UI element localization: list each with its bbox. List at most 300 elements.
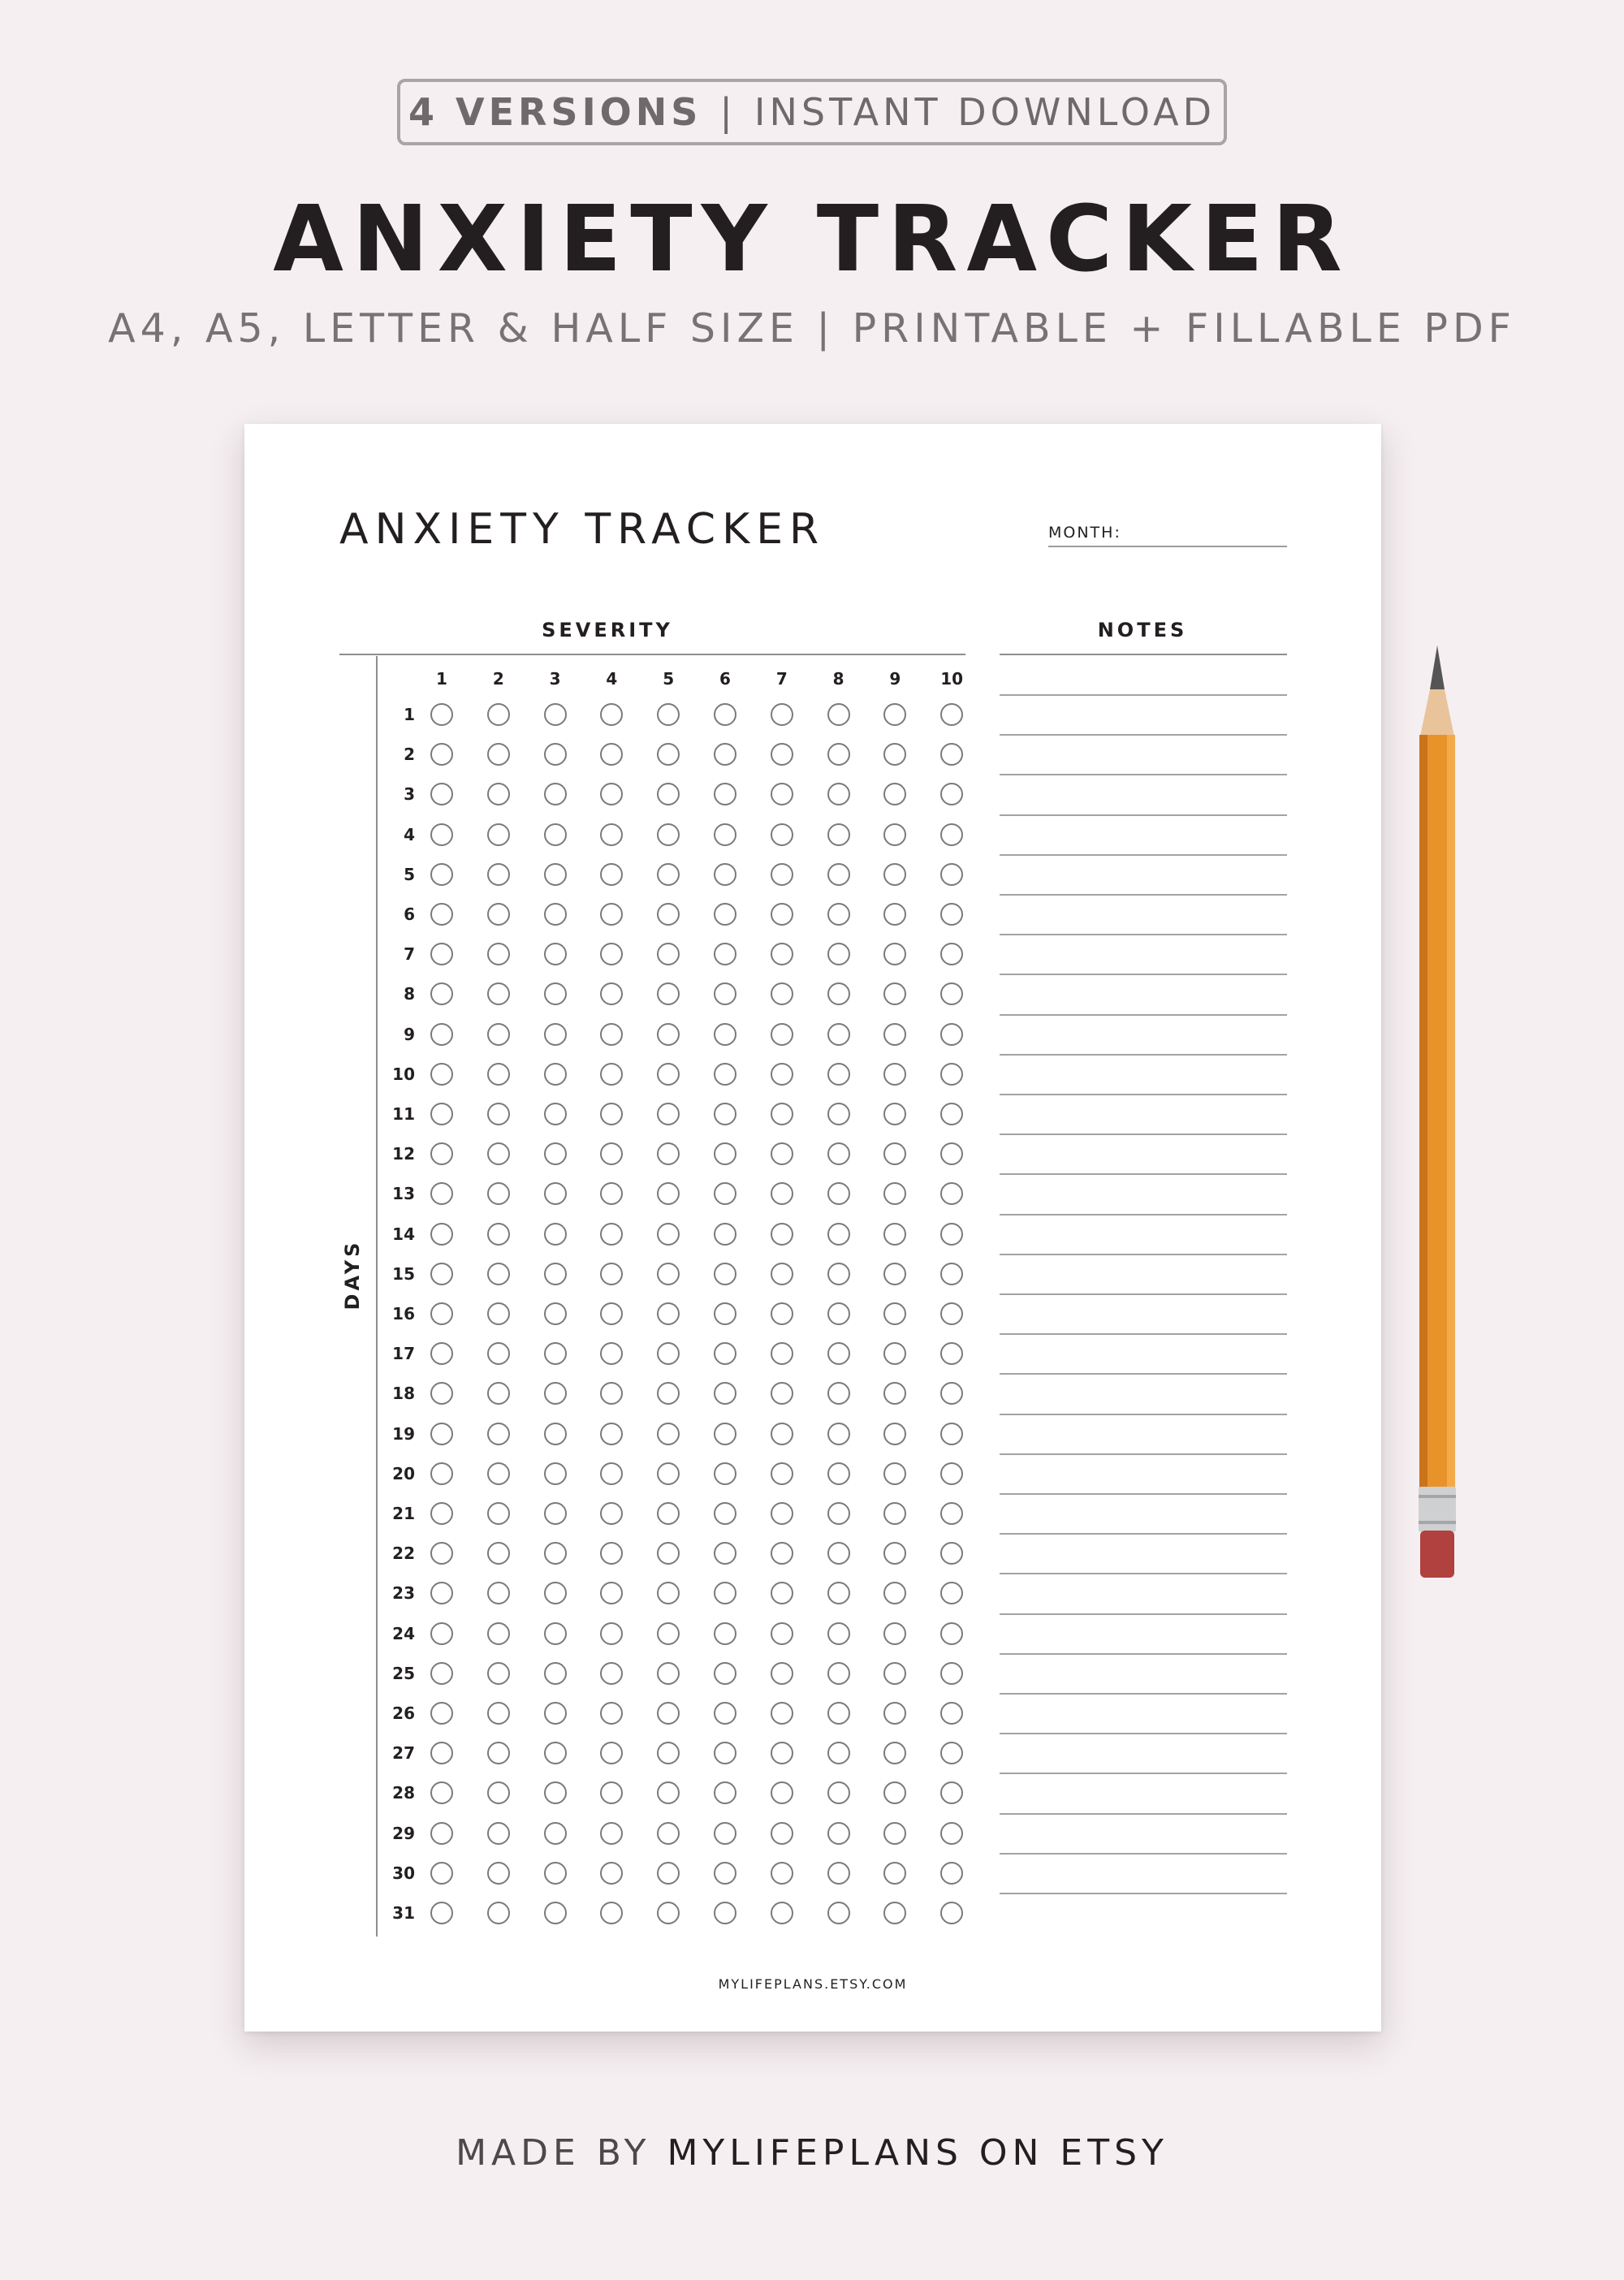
severity-bubble[interactable] bbox=[487, 1662, 510, 1685]
severity-bubble[interactable] bbox=[487, 1502, 510, 1525]
severity-bubble[interactable] bbox=[600, 1382, 623, 1405]
severity-bubble[interactable] bbox=[771, 1302, 793, 1325]
severity-bubble[interactable] bbox=[827, 1223, 850, 1246]
severity-bubble[interactable] bbox=[771, 1223, 793, 1246]
severity-bubble[interactable] bbox=[714, 1462, 736, 1485]
severity-bubble[interactable] bbox=[827, 1462, 850, 1485]
severity-bubble[interactable] bbox=[940, 903, 963, 926]
severity-bubble[interactable] bbox=[940, 823, 963, 846]
note-line[interactable] bbox=[1000, 1573, 1287, 1574]
severity-bubble[interactable] bbox=[883, 1702, 906, 1725]
severity-bubble[interactable] bbox=[714, 1382, 736, 1405]
severity-bubble[interactable] bbox=[714, 1063, 736, 1086]
severity-bubble[interactable] bbox=[657, 1063, 680, 1086]
severity-bubble[interactable] bbox=[883, 1342, 906, 1365]
severity-bubble[interactable] bbox=[940, 1622, 963, 1645]
severity-bubble[interactable] bbox=[600, 1662, 623, 1685]
severity-bubble[interactable] bbox=[600, 783, 623, 805]
severity-bubble[interactable] bbox=[430, 1502, 453, 1525]
severity-bubble[interactable] bbox=[714, 1542, 736, 1565]
severity-bubble[interactable] bbox=[771, 1382, 793, 1405]
severity-bubble[interactable] bbox=[430, 1423, 453, 1445]
note-line[interactable] bbox=[1000, 894, 1287, 896]
severity-bubble[interactable] bbox=[487, 863, 510, 886]
note-line[interactable] bbox=[1000, 974, 1287, 975]
severity-bubble[interactable] bbox=[771, 1023, 793, 1046]
severity-bubble[interactable] bbox=[657, 1263, 680, 1285]
severity-bubble[interactable] bbox=[487, 1462, 510, 1485]
severity-bubble[interactable] bbox=[714, 703, 736, 726]
severity-bubble[interactable] bbox=[714, 1182, 736, 1205]
severity-bubble[interactable] bbox=[827, 1182, 850, 1205]
severity-bubble[interactable] bbox=[544, 863, 567, 886]
severity-bubble[interactable] bbox=[771, 823, 793, 846]
severity-bubble[interactable] bbox=[487, 903, 510, 926]
severity-bubble[interactable] bbox=[883, 703, 906, 726]
severity-bubble[interactable] bbox=[771, 903, 793, 926]
severity-bubble[interactable] bbox=[883, 1223, 906, 1246]
severity-bubble[interactable] bbox=[544, 1502, 567, 1525]
severity-bubble[interactable] bbox=[544, 1063, 567, 1086]
severity-bubble[interactable] bbox=[827, 982, 850, 1005]
note-line[interactable] bbox=[1000, 1254, 1287, 1255]
severity-bubble[interactable] bbox=[430, 863, 453, 886]
severity-bubble[interactable] bbox=[487, 1223, 510, 1246]
severity-bubble[interactable] bbox=[827, 1822, 850, 1845]
severity-bubble[interactable] bbox=[600, 1702, 623, 1725]
severity-bubble[interactable] bbox=[487, 1182, 510, 1205]
severity-bubble[interactable] bbox=[940, 1582, 963, 1604]
note-line[interactable] bbox=[1000, 1373, 1287, 1375]
severity-bubble[interactable] bbox=[657, 1822, 680, 1845]
severity-bubble[interactable] bbox=[940, 1423, 963, 1445]
severity-bubble[interactable] bbox=[487, 1542, 510, 1565]
severity-bubble[interactable] bbox=[883, 982, 906, 1005]
severity-bubble[interactable] bbox=[771, 743, 793, 766]
severity-bubble[interactable] bbox=[771, 1182, 793, 1205]
severity-bubble[interactable] bbox=[544, 1423, 567, 1445]
severity-bubble[interactable] bbox=[430, 1902, 453, 1924]
severity-bubble[interactable] bbox=[771, 982, 793, 1005]
severity-bubble[interactable] bbox=[487, 743, 510, 766]
severity-bubble[interactable] bbox=[883, 743, 906, 766]
severity-bubble[interactable] bbox=[827, 1702, 850, 1725]
note-line[interactable] bbox=[1000, 854, 1287, 856]
severity-bubble[interactable] bbox=[883, 783, 906, 805]
severity-bubble[interactable] bbox=[544, 1023, 567, 1046]
severity-bubble[interactable] bbox=[544, 823, 567, 846]
severity-bubble[interactable] bbox=[827, 1622, 850, 1645]
note-line[interactable] bbox=[1000, 1813, 1287, 1815]
severity-bubble[interactable] bbox=[487, 1103, 510, 1125]
severity-bubble[interactable] bbox=[430, 703, 453, 726]
severity-bubble[interactable] bbox=[487, 1142, 510, 1165]
severity-bubble[interactable] bbox=[883, 1462, 906, 1485]
severity-bubble[interactable] bbox=[771, 1103, 793, 1125]
note-line[interactable] bbox=[1000, 1533, 1287, 1535]
severity-bubble[interactable] bbox=[714, 863, 736, 886]
severity-bubble[interactable] bbox=[771, 943, 793, 965]
note-line[interactable] bbox=[1000, 1094, 1287, 1095]
severity-bubble[interactable] bbox=[544, 1742, 567, 1764]
severity-bubble[interactable] bbox=[657, 703, 680, 726]
severity-bubble[interactable] bbox=[883, 1662, 906, 1685]
severity-bubble[interactable] bbox=[600, 903, 623, 926]
severity-bubble[interactable] bbox=[600, 1342, 623, 1365]
severity-bubble[interactable] bbox=[827, 1302, 850, 1325]
severity-bubble[interactable] bbox=[657, 1223, 680, 1246]
severity-bubble[interactable] bbox=[883, 1902, 906, 1924]
severity-bubble[interactable] bbox=[771, 703, 793, 726]
severity-bubble[interactable] bbox=[940, 1902, 963, 1924]
severity-bubble[interactable] bbox=[883, 903, 906, 926]
severity-bubble[interactable] bbox=[657, 1103, 680, 1125]
severity-bubble[interactable] bbox=[600, 1622, 623, 1645]
severity-bubble[interactable] bbox=[827, 1382, 850, 1405]
severity-bubble[interactable] bbox=[714, 1622, 736, 1645]
severity-bubble[interactable] bbox=[544, 943, 567, 965]
severity-bubble[interactable] bbox=[827, 1742, 850, 1764]
severity-bubble[interactable] bbox=[487, 703, 510, 726]
severity-bubble[interactable] bbox=[714, 1902, 736, 1924]
severity-bubble[interactable] bbox=[657, 1582, 680, 1604]
severity-bubble[interactable] bbox=[544, 1142, 567, 1165]
severity-bubble[interactable] bbox=[487, 943, 510, 965]
note-line[interactable] bbox=[1000, 1134, 1287, 1135]
severity-bubble[interactable] bbox=[827, 1662, 850, 1685]
severity-bubble[interactable] bbox=[771, 1502, 793, 1525]
severity-bubble[interactable] bbox=[883, 823, 906, 846]
severity-bubble[interactable] bbox=[487, 1781, 510, 1804]
severity-bubble[interactable] bbox=[714, 1822, 736, 1845]
severity-bubble[interactable] bbox=[600, 982, 623, 1005]
severity-bubble[interactable] bbox=[430, 1382, 453, 1405]
severity-bubble[interactable] bbox=[827, 1103, 850, 1125]
severity-bubble[interactable] bbox=[430, 1702, 453, 1725]
severity-bubble[interactable] bbox=[827, 783, 850, 805]
note-line[interactable] bbox=[1000, 1414, 1287, 1415]
severity-bubble[interactable] bbox=[827, 1502, 850, 1525]
severity-bubble[interactable] bbox=[714, 1423, 736, 1445]
severity-bubble[interactable] bbox=[657, 1542, 680, 1565]
severity-bubble[interactable] bbox=[657, 982, 680, 1005]
severity-bubble[interactable] bbox=[600, 1423, 623, 1445]
severity-bubble[interactable] bbox=[940, 1063, 963, 1086]
severity-bubble[interactable] bbox=[487, 1822, 510, 1845]
severity-bubble[interactable] bbox=[940, 1662, 963, 1685]
severity-bubble[interactable] bbox=[771, 863, 793, 886]
severity-bubble[interactable] bbox=[544, 1862, 567, 1885]
severity-bubble[interactable] bbox=[883, 863, 906, 886]
severity-bubble[interactable] bbox=[714, 1302, 736, 1325]
severity-bubble[interactable] bbox=[940, 1223, 963, 1246]
severity-bubble[interactable] bbox=[771, 1582, 793, 1604]
severity-bubble[interactable] bbox=[430, 1182, 453, 1205]
severity-bubble[interactable] bbox=[883, 1822, 906, 1845]
severity-bubble[interactable] bbox=[940, 1342, 963, 1365]
severity-bubble[interactable] bbox=[600, 1822, 623, 1845]
severity-bubble[interactable] bbox=[600, 1263, 623, 1285]
severity-bubble[interactable] bbox=[487, 1063, 510, 1086]
severity-bubble[interactable] bbox=[940, 1702, 963, 1725]
severity-bubble[interactable] bbox=[940, 1182, 963, 1205]
severity-bubble[interactable] bbox=[714, 1662, 736, 1685]
severity-bubble[interactable] bbox=[771, 1063, 793, 1086]
severity-bubble[interactable] bbox=[430, 1063, 453, 1086]
severity-bubble[interactable] bbox=[600, 1142, 623, 1165]
severity-bubble[interactable] bbox=[714, 1781, 736, 1804]
severity-bubble[interactable] bbox=[827, 1902, 850, 1924]
severity-bubble[interactable] bbox=[883, 1142, 906, 1165]
severity-bubble[interactable] bbox=[940, 982, 963, 1005]
severity-bubble[interactable] bbox=[544, 1223, 567, 1246]
severity-bubble[interactable] bbox=[600, 1542, 623, 1565]
severity-bubble[interactable] bbox=[771, 1742, 793, 1764]
severity-bubble[interactable] bbox=[430, 783, 453, 805]
note-line[interactable] bbox=[1000, 1733, 1287, 1734]
severity-bubble[interactable] bbox=[827, 1023, 850, 1046]
severity-bubble[interactable] bbox=[544, 1103, 567, 1125]
severity-bubble[interactable] bbox=[600, 1902, 623, 1924]
severity-bubble[interactable] bbox=[430, 982, 453, 1005]
severity-bubble[interactable] bbox=[544, 1542, 567, 1565]
severity-bubble[interactable] bbox=[430, 903, 453, 926]
severity-bubble[interactable] bbox=[771, 1862, 793, 1885]
severity-bubble[interactable] bbox=[827, 743, 850, 766]
severity-bubble[interactable] bbox=[827, 1423, 850, 1445]
severity-bubble[interactable] bbox=[883, 1103, 906, 1125]
severity-bubble[interactable] bbox=[771, 1542, 793, 1565]
severity-bubble[interactable] bbox=[827, 1263, 850, 1285]
severity-bubble[interactable] bbox=[430, 1263, 453, 1285]
severity-bubble[interactable] bbox=[544, 1342, 567, 1365]
severity-bubble[interactable] bbox=[714, 903, 736, 926]
severity-bubble[interactable] bbox=[487, 1582, 510, 1604]
severity-bubble[interactable] bbox=[883, 1781, 906, 1804]
note-line[interactable] bbox=[1000, 1214, 1287, 1216]
severity-bubble[interactable] bbox=[600, 1462, 623, 1485]
severity-bubble[interactable] bbox=[827, 943, 850, 965]
severity-bubble[interactable] bbox=[657, 1781, 680, 1804]
severity-bubble[interactable] bbox=[657, 1902, 680, 1924]
severity-bubble[interactable] bbox=[544, 1182, 567, 1205]
severity-bubble[interactable] bbox=[487, 1302, 510, 1325]
severity-bubble[interactable] bbox=[487, 1702, 510, 1725]
severity-bubble[interactable] bbox=[714, 1582, 736, 1604]
severity-bubble[interactable] bbox=[657, 1423, 680, 1445]
severity-bubble[interactable] bbox=[657, 1382, 680, 1405]
note-line[interactable] bbox=[1000, 694, 1287, 696]
note-line[interactable] bbox=[1000, 1014, 1287, 1016]
severity-bubble[interactable] bbox=[657, 1023, 680, 1046]
severity-bubble[interactable] bbox=[940, 1382, 963, 1405]
severity-bubble[interactable] bbox=[544, 903, 567, 926]
severity-bubble[interactable] bbox=[430, 1662, 453, 1685]
severity-bubble[interactable] bbox=[714, 823, 736, 846]
severity-bubble[interactable] bbox=[883, 1302, 906, 1325]
severity-bubble[interactable] bbox=[940, 943, 963, 965]
severity-bubble[interactable] bbox=[940, 1302, 963, 1325]
severity-bubble[interactable] bbox=[600, 1182, 623, 1205]
severity-bubble[interactable] bbox=[487, 1342, 510, 1365]
severity-bubble[interactable] bbox=[771, 1702, 793, 1725]
severity-bubble[interactable] bbox=[544, 1462, 567, 1485]
severity-bubble[interactable] bbox=[940, 1263, 963, 1285]
severity-bubble[interactable] bbox=[714, 1342, 736, 1365]
severity-bubble[interactable] bbox=[771, 1142, 793, 1165]
severity-bubble[interactable] bbox=[940, 1142, 963, 1165]
severity-bubble[interactable] bbox=[771, 1263, 793, 1285]
severity-bubble[interactable] bbox=[657, 1662, 680, 1685]
note-line[interactable] bbox=[1000, 1853, 1287, 1855]
severity-bubble[interactable] bbox=[430, 1742, 453, 1764]
severity-bubble[interactable] bbox=[600, 1302, 623, 1325]
severity-bubble[interactable] bbox=[487, 982, 510, 1005]
note-line[interactable] bbox=[1000, 774, 1287, 775]
severity-bubble[interactable] bbox=[883, 1862, 906, 1885]
severity-bubble[interactable] bbox=[430, 1023, 453, 1046]
severity-bubble[interactable] bbox=[430, 1781, 453, 1804]
severity-bubble[interactable] bbox=[714, 1702, 736, 1725]
severity-bubble[interactable] bbox=[657, 1142, 680, 1165]
note-line[interactable] bbox=[1000, 814, 1287, 816]
severity-bubble[interactable] bbox=[600, 743, 623, 766]
severity-bubble[interactable] bbox=[657, 903, 680, 926]
severity-bubble[interactable] bbox=[487, 1023, 510, 1046]
severity-bubble[interactable] bbox=[487, 1742, 510, 1764]
severity-bubble[interactable] bbox=[827, 703, 850, 726]
severity-bubble[interactable] bbox=[771, 1342, 793, 1365]
severity-bubble[interactable] bbox=[600, 703, 623, 726]
severity-bubble[interactable] bbox=[883, 943, 906, 965]
note-line[interactable] bbox=[1000, 1893, 1287, 1894]
severity-bubble[interactable] bbox=[714, 1263, 736, 1285]
severity-bubble[interactable] bbox=[600, 1502, 623, 1525]
severity-bubble[interactable] bbox=[600, 943, 623, 965]
severity-bubble[interactable] bbox=[714, 1023, 736, 1046]
note-line[interactable] bbox=[1000, 1773, 1287, 1774]
severity-bubble[interactable] bbox=[883, 1263, 906, 1285]
severity-bubble[interactable] bbox=[544, 1902, 567, 1924]
severity-bubble[interactable] bbox=[771, 1781, 793, 1804]
note-line[interactable] bbox=[1000, 1613, 1287, 1615]
severity-bubble[interactable] bbox=[657, 1502, 680, 1525]
note-line[interactable] bbox=[1000, 1293, 1287, 1295]
severity-bubble[interactable] bbox=[487, 1382, 510, 1405]
severity-bubble[interactable] bbox=[430, 823, 453, 846]
severity-bubble[interactable] bbox=[714, 1862, 736, 1885]
severity-bubble[interactable] bbox=[657, 1862, 680, 1885]
severity-bubble[interactable] bbox=[883, 1182, 906, 1205]
severity-bubble[interactable] bbox=[544, 982, 567, 1005]
severity-bubble[interactable] bbox=[487, 783, 510, 805]
severity-bubble[interactable] bbox=[487, 1423, 510, 1445]
severity-bubble[interactable] bbox=[714, 783, 736, 805]
severity-bubble[interactable] bbox=[771, 1822, 793, 1845]
severity-bubble[interactable] bbox=[883, 1502, 906, 1525]
severity-bubble[interactable] bbox=[600, 863, 623, 886]
severity-bubble[interactable] bbox=[487, 1263, 510, 1285]
severity-bubble[interactable] bbox=[600, 1862, 623, 1885]
severity-bubble[interactable] bbox=[600, 1223, 623, 1246]
severity-bubble[interactable] bbox=[940, 1023, 963, 1046]
severity-bubble[interactable] bbox=[883, 1582, 906, 1604]
severity-bubble[interactable] bbox=[883, 1063, 906, 1086]
severity-bubble[interactable] bbox=[600, 823, 623, 846]
severity-bubble[interactable] bbox=[940, 863, 963, 886]
severity-bubble[interactable] bbox=[430, 1822, 453, 1845]
note-line[interactable] bbox=[1000, 1693, 1287, 1695]
severity-bubble[interactable] bbox=[430, 743, 453, 766]
severity-bubble[interactable] bbox=[657, 1342, 680, 1365]
severity-bubble[interactable] bbox=[657, 1182, 680, 1205]
severity-bubble[interactable] bbox=[544, 743, 567, 766]
severity-bubble[interactable] bbox=[544, 1822, 567, 1845]
severity-bubble[interactable] bbox=[657, 1622, 680, 1645]
severity-bubble[interactable] bbox=[883, 1023, 906, 1046]
severity-bubble[interactable] bbox=[544, 1662, 567, 1685]
severity-bubble[interactable] bbox=[827, 1781, 850, 1804]
severity-bubble[interactable] bbox=[714, 743, 736, 766]
note-line[interactable] bbox=[1000, 1493, 1287, 1495]
severity-bubble[interactable] bbox=[600, 1781, 623, 1804]
severity-bubble[interactable] bbox=[940, 1103, 963, 1125]
severity-bubble[interactable] bbox=[600, 1023, 623, 1046]
severity-bubble[interactable] bbox=[430, 1862, 453, 1885]
severity-bubble[interactable] bbox=[430, 1542, 453, 1565]
severity-bubble[interactable] bbox=[657, 1302, 680, 1325]
severity-bubble[interactable] bbox=[940, 1462, 963, 1485]
severity-bubble[interactable] bbox=[657, 823, 680, 846]
severity-bubble[interactable] bbox=[940, 1742, 963, 1764]
severity-bubble[interactable] bbox=[430, 1462, 453, 1485]
severity-bubble[interactable] bbox=[771, 1423, 793, 1445]
severity-bubble[interactable] bbox=[600, 1063, 623, 1086]
severity-bubble[interactable] bbox=[657, 863, 680, 886]
severity-bubble[interactable] bbox=[714, 982, 736, 1005]
note-line[interactable] bbox=[1000, 934, 1287, 935]
severity-bubble[interactable] bbox=[827, 903, 850, 926]
note-line[interactable] bbox=[1000, 734, 1287, 736]
severity-bubble[interactable] bbox=[600, 1103, 623, 1125]
severity-bubble[interactable] bbox=[657, 1742, 680, 1764]
note-line[interactable] bbox=[1000, 1054, 1287, 1056]
severity-bubble[interactable] bbox=[827, 1063, 850, 1086]
severity-bubble[interactable] bbox=[430, 1103, 453, 1125]
severity-bubble[interactable] bbox=[430, 1582, 453, 1604]
severity-bubble[interactable] bbox=[430, 943, 453, 965]
severity-bubble[interactable] bbox=[771, 1462, 793, 1485]
severity-bubble[interactable] bbox=[487, 1622, 510, 1645]
severity-bubble[interactable] bbox=[544, 1382, 567, 1405]
severity-bubble[interactable] bbox=[771, 1902, 793, 1924]
severity-bubble[interactable] bbox=[883, 1423, 906, 1445]
severity-bubble[interactable] bbox=[940, 703, 963, 726]
severity-bubble[interactable] bbox=[430, 1142, 453, 1165]
severity-bubble[interactable] bbox=[657, 743, 680, 766]
severity-bubble[interactable] bbox=[544, 1781, 567, 1804]
severity-bubble[interactable] bbox=[714, 1103, 736, 1125]
severity-bubble[interactable] bbox=[657, 943, 680, 965]
severity-bubble[interactable] bbox=[714, 1223, 736, 1246]
severity-bubble[interactable] bbox=[430, 1622, 453, 1645]
severity-bubble[interactable] bbox=[657, 1702, 680, 1725]
severity-bubble[interactable] bbox=[544, 1622, 567, 1645]
severity-bubble[interactable] bbox=[940, 783, 963, 805]
severity-bubble[interactable] bbox=[771, 1622, 793, 1645]
severity-bubble[interactable] bbox=[883, 1382, 906, 1405]
severity-bubble[interactable] bbox=[600, 1582, 623, 1604]
